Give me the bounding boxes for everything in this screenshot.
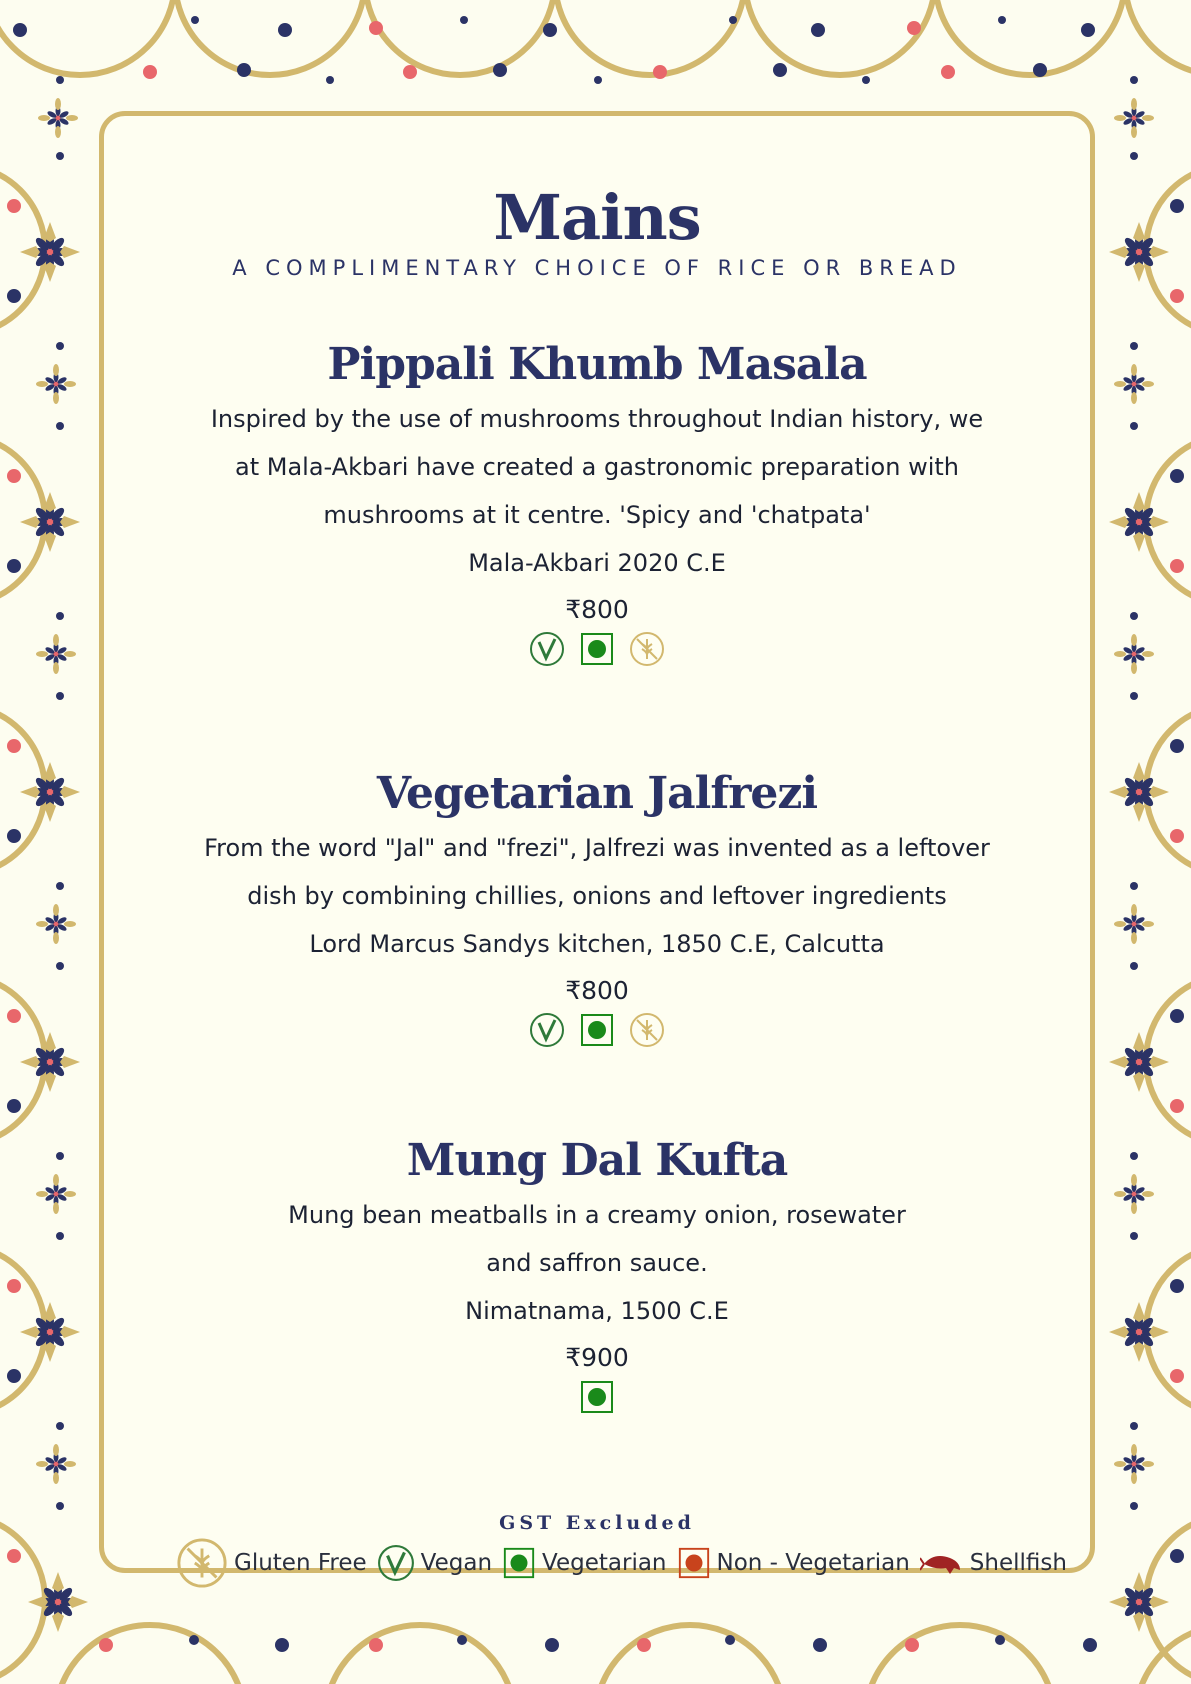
legend-item-vegetarian [502, 1546, 666, 1580]
dish-description-line: at Mala-Akbari have created a gastronomic preparation with [234, 453, 959, 481]
dish-description-line: mushrooms at it centre. 'Spicy and 'chatpata' [323, 501, 871, 529]
dish-badges [99, 1379, 1095, 1415]
shellfish-icon [920, 1548, 964, 1578]
dish-description-line: Inspired by the use of mushrooms throughout Indian history, we [210, 405, 984, 433]
dish-price: ₹800 [565, 976, 629, 1005]
legend-item-gluten-free [176, 1537, 367, 1589]
dish-price: ₹900 [565, 1343, 629, 1372]
dietary-legend [176, 1535, 1067, 1591]
legend-label: Gluten Free [234, 1550, 367, 1576]
dish-name: Mung Dal Kufta [406, 1135, 788, 1186]
legend-label: Vegan [420, 1550, 493, 1576]
vegan-icon [529, 631, 565, 667]
dish-description-line: dish by combining chillies, onions and leftover ingredients [247, 882, 947, 910]
page-title: Mains [493, 181, 701, 254]
gluten-free-icon [176, 1537, 228, 1589]
vegetarian-icon [579, 1012, 615, 1048]
legend-label: Non - Vegetarian [716, 1550, 910, 1576]
dish-price: ₹800 [565, 595, 629, 624]
vegan-icon [377, 1544, 415, 1582]
dish-vegetarian-jalfrezi [99, 766, 1095, 1048]
gst-note: GST Excluded [499, 1512, 695, 1534]
dish-mung-dal-kufta [99, 1133, 1095, 1415]
vegetarian-icon [579, 631, 615, 667]
legend-label: Shellfish [969, 1550, 1067, 1576]
non-vegetarian-icon [677, 1546, 711, 1580]
dish-pippali-khumb-masala [99, 337, 1095, 667]
dish-name: Vegetarian Jalfrezi [376, 768, 818, 819]
legend-item-shellfish [920, 1548, 1067, 1578]
menu-page [99, 111, 1095, 1573]
vegetarian-icon [579, 1379, 615, 1415]
dish-description-line: and saffron sauce. [486, 1249, 708, 1277]
dish-origin: Nimatnama, 1500 C.E [465, 1297, 729, 1325]
gluten-free-icon [629, 1012, 665, 1048]
dish-description-line: From the word "Jal" and "frezi", Jalfrezi was invented as a leftover [204, 834, 990, 862]
dish-name: Pippali Khumb Masala [327, 339, 867, 390]
dish-origin: Lord Marcus Sandys kitchen, 1850 C.E, Calcutta [309, 930, 885, 958]
vegetarian-icon [502, 1546, 536, 1580]
vegan-icon [529, 1012, 565, 1048]
dish-badges [99, 1012, 1095, 1048]
dish-description-line: Mung bean meatballs in a creamy onion, rosewater [288, 1201, 906, 1229]
page-subtitle: A COMPLIMENTARY CHOICE OF RICE OR BREAD [232, 256, 962, 280]
gluten-free-icon [629, 631, 665, 667]
legend-item-non-vegetarian [677, 1546, 910, 1580]
legend-item-vegan [377, 1544, 492, 1582]
dish-origin: Mala-Akbari 2020 C.E [468, 549, 726, 577]
legend-label: Vegetarian [542, 1550, 667, 1576]
dish-badges [99, 631, 1095, 667]
